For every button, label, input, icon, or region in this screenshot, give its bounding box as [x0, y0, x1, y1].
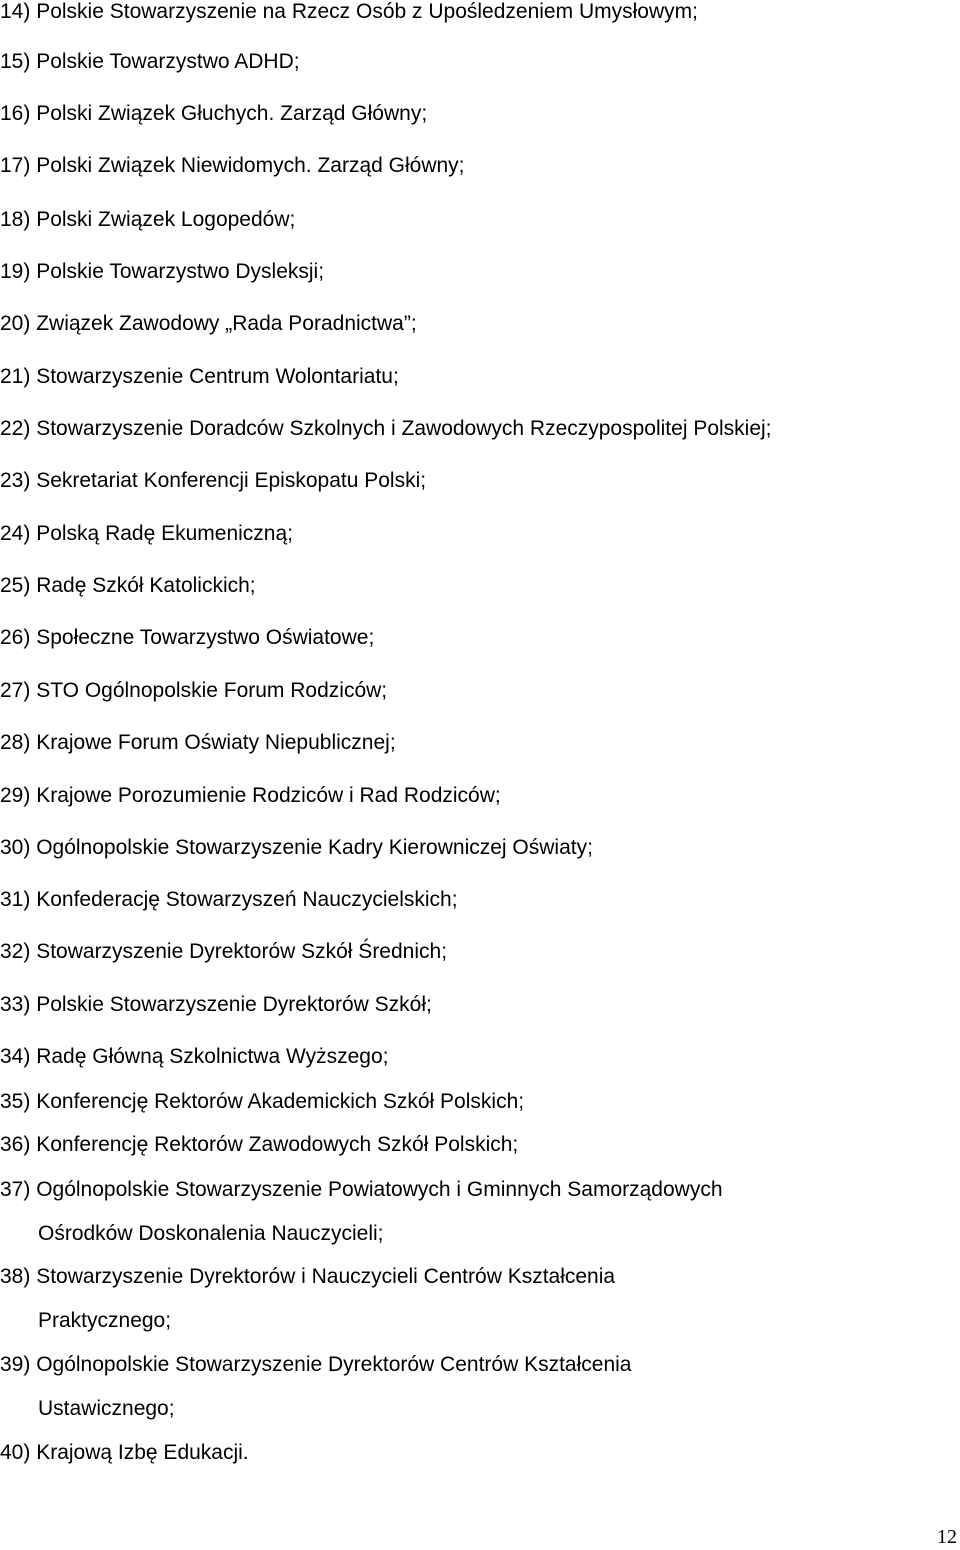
- list-item-text: Stowarzyszenie Dyrektorów i Nauczycieli Centrów Kształcenia: [36, 1265, 616, 1288]
- list-item: [0, 1045, 389, 1069]
- list-item-text: Stowarzyszenie Dyrektorów Szkół Średnich;: [36, 940, 448, 963]
- list-item: [0, 574, 256, 598]
- list-item-text: Polski Związek Niewidomych. Zarząd Główny;: [36, 154, 465, 177]
- list-item-number: 37): [0, 1178, 31, 1201]
- list-item: [0, 1265, 616, 1332]
- list-item: [0, 0, 698, 24]
- list-item-text: Polskie Towarzystwo ADHD;: [36, 50, 300, 73]
- list-item-number: 34): [0, 1045, 31, 1068]
- list-item-text: Polską Radę Ekumeniczną;: [36, 522, 294, 545]
- list-item-text: STO Ogólnopolskie Forum Rodziców;: [36, 679, 388, 702]
- list-item-text: Ogólnopolskie Stowarzyszenie Powiatowych i Gminnych Samorządowych: [36, 1178, 723, 1201]
- list-item-continuation: Ośrodków Doskonalenia Nauczycieli;: [38, 1222, 384, 1245]
- list-item-number: 39): [0, 1353, 31, 1376]
- list-item: [0, 1133, 518, 1157]
- list-item: [0, 522, 293, 546]
- list-item: [0, 469, 426, 493]
- list-item: [0, 50, 300, 74]
- list-item-text: Stowarzyszenie Centrum Wolontariatu;: [36, 365, 399, 388]
- list-item-text: Polskie Stowarzyszenie Dyrektorów Szkół;: [36, 993, 432, 1016]
- list-item: [0, 1353, 632, 1420]
- list-item-number: 36): [0, 1133, 31, 1156]
- list-item: [0, 154, 465, 178]
- list-item: [0, 731, 396, 755]
- list-item-text: Polskie Stowarzyszenie na Rzecz Osób z Upośledzeniem Umysłowym;: [36, 0, 698, 23]
- list-item-text: Polski Związek Głuchych. Zarząd Główny;: [36, 102, 428, 125]
- list-item-number: 17): [0, 154, 31, 177]
- list-item: [0, 888, 458, 912]
- list-item: [0, 626, 374, 650]
- list-item: [0, 1090, 524, 1114]
- list-item-text: Konferencję Rektorów Zawodowych Szkół Polskich;: [36, 1133, 519, 1156]
- list-item: [0, 260, 324, 284]
- list-item-continuation: Ustawicznego;: [38, 1397, 175, 1420]
- list-item-text: Ogólnopolskie Stowarzyszenie Kadry Kierowniczej Oświaty;: [36, 836, 593, 859]
- list-item-text: Sekretariat Konferencji Episkopatu Polski;: [36, 469, 427, 492]
- list-item: [0, 417, 772, 441]
- list-item-text: Polskie Towarzystwo Dysleksji;: [36, 260, 325, 283]
- list-item: [0, 784, 501, 808]
- list-item-number: 28): [0, 731, 31, 754]
- list-item-number: 27): [0, 679, 31, 702]
- list-item-text: Krajowe Porozumienie Rodziców i Rad Rodziców;: [36, 784, 501, 807]
- list-item-number: 33): [0, 993, 31, 1016]
- list-item-text: Krajową Izbę Edukacji.: [36, 1441, 249, 1464]
- list-item-number: 21): [0, 365, 31, 388]
- list-item: [0, 102, 427, 126]
- list-item: [0, 312, 417, 336]
- page-number: 12: [937, 1526, 957, 1548]
- list-item-text: Stowarzyszenie Doradców Szkolnych i Zawodowych Rzeczypospolitej Polskiej;: [36, 417, 772, 440]
- list-item: [0, 679, 387, 703]
- list-item-number: 24): [0, 522, 31, 545]
- list-item-number: 35): [0, 1090, 31, 1113]
- list-item-number: 32): [0, 940, 31, 963]
- list-item-text: Związek Zawodowy „Rada Poradnictwa”;: [36, 312, 417, 335]
- list-item-number: 18): [0, 208, 31, 231]
- list-item-continuation: Praktycznego;: [38, 1309, 172, 1332]
- list-item: [0, 836, 593, 860]
- list-item-text: Krajowe Forum Oświaty Niepublicznej;: [36, 731, 396, 754]
- list-item-number: 14): [0, 0, 31, 23]
- list-item: [0, 993, 432, 1017]
- list-item-number: 31): [0, 888, 31, 911]
- list-item: [0, 208, 295, 232]
- list-item-number: 25): [0, 574, 31, 597]
- list-item-text: Radę Główną Szkolnictwa Wyższego;: [36, 1045, 389, 1068]
- list-item-text: Konfederację Stowarzyszeń Nauczycielskich;: [36, 888, 458, 911]
- list-item-number: 26): [0, 626, 31, 649]
- list-item-number: 19): [0, 260, 31, 283]
- list-item-text: Polski Związek Logopedów;: [36, 208, 296, 231]
- list-item-number: 22): [0, 417, 31, 440]
- list-item-number: 38): [0, 1265, 31, 1288]
- list-item-number: 23): [0, 469, 31, 492]
- list-item-text: Społeczne Towarzystwo Oświatowe;: [36, 626, 375, 649]
- list-item: [0, 940, 447, 964]
- list-item: [0, 1441, 249, 1465]
- list-item-number: 15): [0, 50, 31, 73]
- list-item-number: 29): [0, 784, 31, 807]
- list-item-text: Radę Szkół Katolickich;: [36, 574, 256, 597]
- list-item-number: 30): [0, 836, 31, 859]
- list-item-number: 16): [0, 102, 31, 125]
- list-item-text: Konferencję Rektorów Akademickich Szkół Polskich;: [36, 1090, 525, 1113]
- list-item-number: 20): [0, 312, 31, 335]
- list-item-text: Ogólnopolskie Stowarzyszenie Dyrektorów Centrów Kształcenia: [36, 1353, 632, 1376]
- list-item: [0, 1178, 723, 1245]
- list-item-number: 40): [0, 1441, 31, 1464]
- list-item: [0, 365, 399, 389]
